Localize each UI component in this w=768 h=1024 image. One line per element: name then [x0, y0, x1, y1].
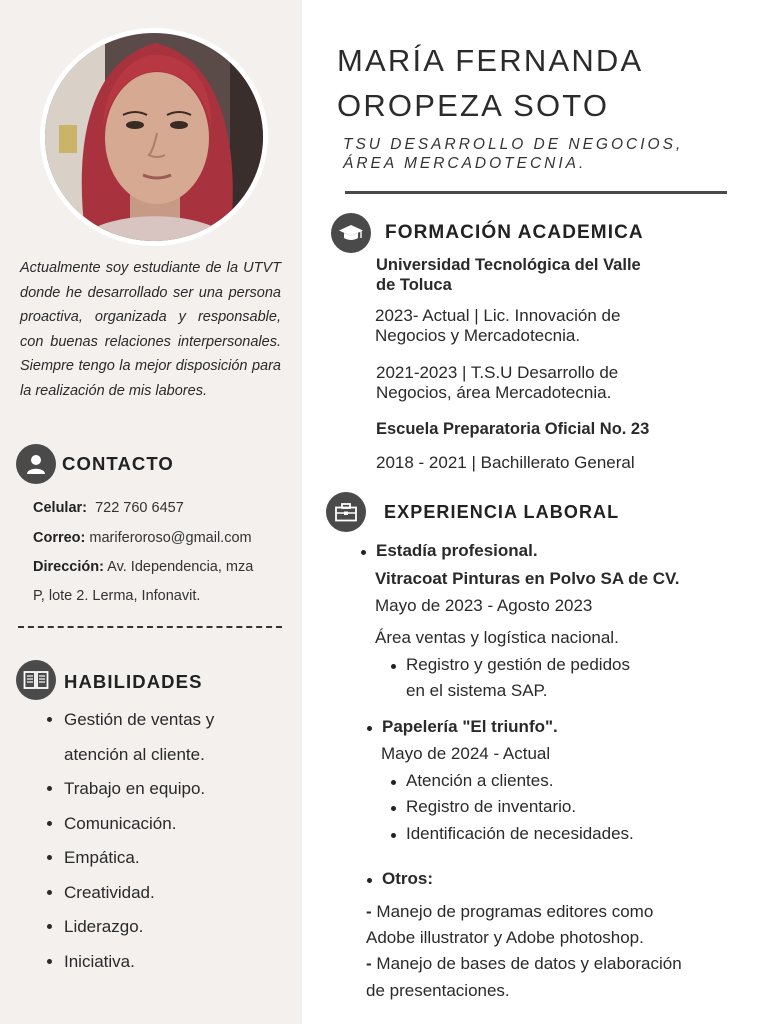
- job2-title: Papelería "El triunfo".: [382, 717, 558, 736]
- contact-phone: [33, 500, 184, 516]
- skill-item: • Trabajo en equipo.: [64, 772, 214, 807]
- job1-area: Área ventas y logística nacional.: [375, 628, 619, 647]
- skills-list: [40, 703, 214, 979]
- experience-title: EXPERIENCIA LABORAL: [384, 502, 620, 522]
- book-icon: [16, 660, 56, 700]
- edu-entry1-line1: 2023- Actual | Lic. Innovación de: [375, 306, 621, 325]
- others-line1-text: Manejo de programas editores como: [376, 902, 654, 921]
- phone-value: 722 760 6457: [95, 500, 184, 516]
- edu-entry3: 2018 - 2021 | Bachillerato General: [376, 453, 635, 472]
- job2-dates: Mayo de 2024 - Actual: [381, 744, 551, 763]
- skill-item: atención al cliente.: [64, 744, 205, 764]
- phone-label: Celular:: [33, 500, 87, 516]
- education-title: FORMACIÓN ACADEMICA: [385, 222, 644, 243]
- user-icon: [16, 444, 56, 484]
- address-value-line1: Av. Idependencia, mza: [107, 559, 254, 575]
- others-line3: - Manejo de bases de datos y elaboración: [366, 954, 682, 973]
- address-value-line2: P, lote 2. Lerma, Infonavit.: [33, 588, 201, 604]
- name-line2: OROPEZA SOTO: [337, 88, 610, 123]
- others-line2: Adobe illustrator y Adobe photoshop.: [366, 928, 644, 947]
- sidebar: [0, 0, 302, 1024]
- school2-name: Escuela Preparatoria Oficial No. 23: [376, 420, 650, 438]
- portrait-image: [45, 33, 263, 241]
- job2-task: Registro de inventario.: [406, 797, 577, 816]
- profile-photo: [40, 28, 268, 246]
- about-text: Actualmente soy estudiante de la UTVT donde he desarrollado ser una persona proactiva, organizada y responsable, con buenas relaciones interpersonales. Siempre tengo la mejor disposición para la realización de mis labores.: [20, 260, 281, 399]
- school1-name-line1: Universidad Tecnológica del Valle: [376, 256, 641, 274]
- skill-item: • Liderazgo.: [64, 910, 214, 945]
- job1-dates: Mayo de 2023 - Agosto 2023: [375, 596, 593, 615]
- others-line4: de presentaciones.: [366, 981, 510, 1000]
- dashed-divider: [18, 626, 282, 628]
- person-subtitle: [343, 135, 683, 173]
- subtitle-line2: ÁREA MERCADOTECNIA.: [343, 155, 587, 172]
- person-name: [337, 38, 643, 128]
- skill-item: • Gestión de ventas y: [64, 703, 214, 738]
- name-line1: MARÍA FERNANDA: [337, 43, 644, 78]
- skill-item: • Creatividad.: [64, 876, 214, 911]
- contact-address: [33, 559, 253, 575]
- edu-entry2-line1: 2021-2023 | T.S.U Desarrollo de: [376, 363, 619, 382]
- job1-title: Estadía profesional.: [376, 541, 538, 560]
- email-value: mariferoroso@gmail.com: [89, 530, 252, 546]
- address-label: Dirección:: [33, 559, 104, 575]
- edu-entry2-line2: Negocios, área Mercadotecnia.: [376, 383, 612, 402]
- edu-entry1-line2: Negocios y Mercadotecnia.: [375, 326, 581, 345]
- email-label: Correo:: [33, 530, 86, 546]
- briefcase-icon: [326, 492, 366, 532]
- contact-email: [33, 530, 252, 546]
- skill-item: • Iniciativa.: [64, 945, 214, 980]
- job1-company: Vitracoat Pinturas en Polvo SA de CV.: [375, 569, 680, 588]
- subtitle-line1: TSU DESARROLLO DE NEGOCIOS,: [343, 136, 684, 153]
- skill-item: • Comunicación.: [64, 807, 214, 842]
- skills-title: HABILIDADES: [64, 671, 203, 692]
- graduation-cap-icon: [331, 213, 371, 253]
- others-line3-text: Manejo de bases de datos y elaboración: [376, 954, 682, 973]
- job2-task: Atención a clientes.: [406, 771, 554, 790]
- job1-task-line1: Registro y gestión de pedidos: [406, 655, 630, 674]
- job2-task: Identificación de necesidades.: [406, 824, 634, 843]
- contact-address-cont: [33, 588, 200, 604]
- contact-title: CONTACTO: [62, 453, 174, 474]
- header-divider: [345, 191, 727, 194]
- skill-item: • Empática.: [64, 841, 214, 876]
- others-title: Otros:: [382, 869, 433, 888]
- others-line1: - Manejo de programas editores como: [366, 902, 654, 921]
- job1-task-line2: en el sistema SAP.: [406, 681, 548, 700]
- school1-name-line2: de Toluca: [376, 276, 452, 294]
